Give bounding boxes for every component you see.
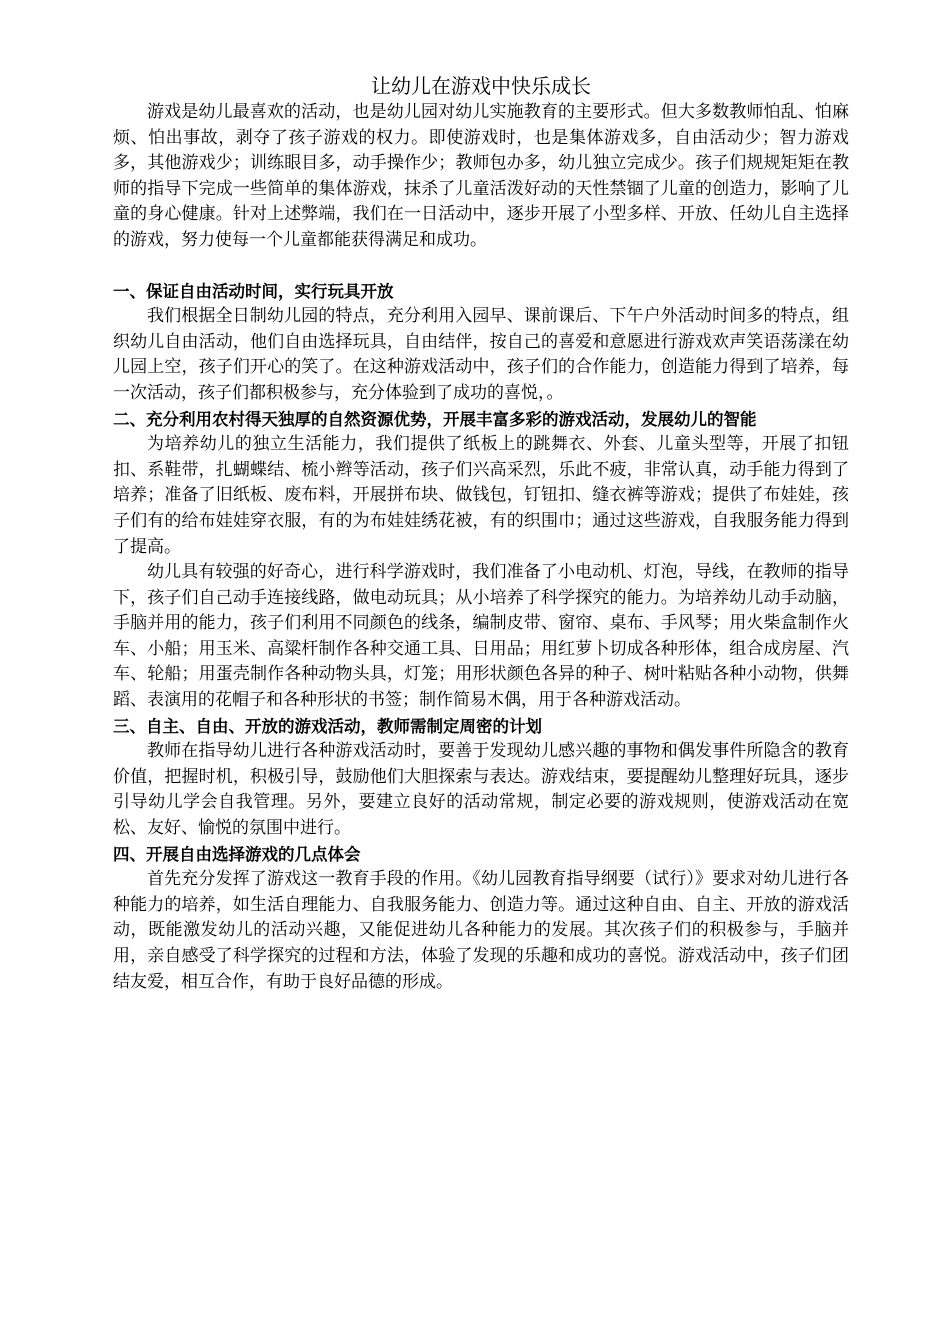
section-heading: 四、开展自由选择游戏的几点体会 — [113, 844, 361, 864]
section-2 — [113, 407, 849, 714]
document-title: 让幼儿在游戏中快乐成长 — [371, 74, 591, 98]
section-heading: 二、充分利用农村得天独厚的自然资源优势，开展丰富多彩的游戏活动，发展幼儿的智能 — [113, 409, 757, 429]
section-paragraph: 首先充分发挥了游戏这一教育手段的作用。《幼儿园教育指导纲要（试行）》要求对幼儿进行各种能力的培养，如生活自理能力、自我服务能力、创造力等。通过这种自由、自主、开放的游戏活动，既能激发幼儿的活动兴趣，又能促进幼儿各种能力的发展。其次孩子们的积极参与，手脑并用，亲自感受了科学探究的过程和方法，体验了发现的乐趣和成功的喜悦。游戏活动中，孩子们团结友爱，相互合作，有助于良好品德的形成。 — [113, 869, 849, 992]
section-paragraph: 为培养幼儿的独立生活能力，我们提供了纸板上的跳舞衣、外套、儿童头型等，开展了扣钮扣、系鞋带，扎蝴蝶结、梳小辫等活动，孩子们兴高采烈，乐此不疲，非常认真，动手能力得到了培养；准备了旧纸板、废布料，开展拼布块、做钱包，钉钮扣、缝衣裤等游戏；提供了布娃娃，孩子们有的给布娃娃穿衣服，有的为布娃娃绣花被，有的织围巾；通过这些游戏，自我服务能力得到了提高。 — [113, 434, 849, 557]
section-paragraph: 教师在指导幼儿进行各种游戏活动时，要善于发现幼儿感兴趣的事物和偶发事件所隐含的教育价值，把握时机，积极引导，鼓励他们大胆探索与表达。游戏结束，要提醒幼儿整理好玩具，逐步引导幼儿学会自我管理。另外，要建立良好的活动常规，制定必要的游戏规则，使游戏活动在宽松、友好、愉悦的氛围中进行。 — [113, 741, 849, 839]
intro-paragraph: 游戏是幼儿最喜欢的活动，也是幼儿园对幼儿实施教育的主要形式。但大多数教师怕乱、怕麻烦、怕出事故，剥夺了孩子游戏的权力。即使游戏时，也是集体游戏多，自由活动少；智力游戏多，其他游戏少；训练眼目多，动手操作少；教师包办多，幼儿独立完成少。孩子们规规矩矩在教师的指导下完成一些简单的集体游戏，抹杀了儿童活泼好动的天性禁锢了儿童的创造力，影响了儿童的身心健康。针对上述弊端，我们在一日活动中，逐步开展了小型多样、开放、任幼儿自主选择的游戏，努力使每一个儿童都能获得满足和成功。 — [113, 102, 849, 250]
section-1 — [113, 279, 849, 407]
document-page — [113, 72, 849, 995]
section-paragraph: 幼儿具有较强的好奇心，进行科学游戏时，我们准备了小电动机、灯泡，导线，在教师的指导下，孩子们自己动手连接线路，做电动玩具；从小培养了科学探究的能力。为培养幼儿动手动脑，手脑并用的能力，孩子们利用不同颜色的线条，编制皮带、窗帘、桌布、手风琴；用火柴盒制作火车、小船；用玉米、高粱杆制作各种交通工具、日用品；用红萝卜切成各种形体，组合成房屋、汽车、轮船；用蛋壳制作各种动物头具，灯笼；用形状颜色各异的种子、树叶粘贴各种小动物，供舞蹈、表演用的花帽子和各种形状的书签；制作简易木偶，用于各种游戏活动。 — [113, 562, 849, 711]
section-paragraph: 我们根据全日制幼儿园的特点，充分利用入园早、课前课后、下午户外活动时间多的特点，组织幼儿自由活动，他们自由选择玩具，自由结伴，按自己的喜爱和意愿进行游戏欢声笑语荡漾在幼儿园上空，孩子们开心的笑了。在这种游戏活动中，孩子们的合作能力，创造能力得到了培养，每一次活动，孩子们都积极参与，充分体验到了成功的喜悦，。 — [113, 306, 849, 403]
section-3 — [113, 714, 849, 842]
section-heading: 三、自主、自由、开放的游戏活动，教师需制定周密的计划 — [113, 716, 542, 736]
section-spacer — [113, 254, 849, 279]
section-heading: 一、保证自由活动时间，实行玩具开放 — [113, 281, 394, 301]
section-4 — [113, 842, 849, 996]
